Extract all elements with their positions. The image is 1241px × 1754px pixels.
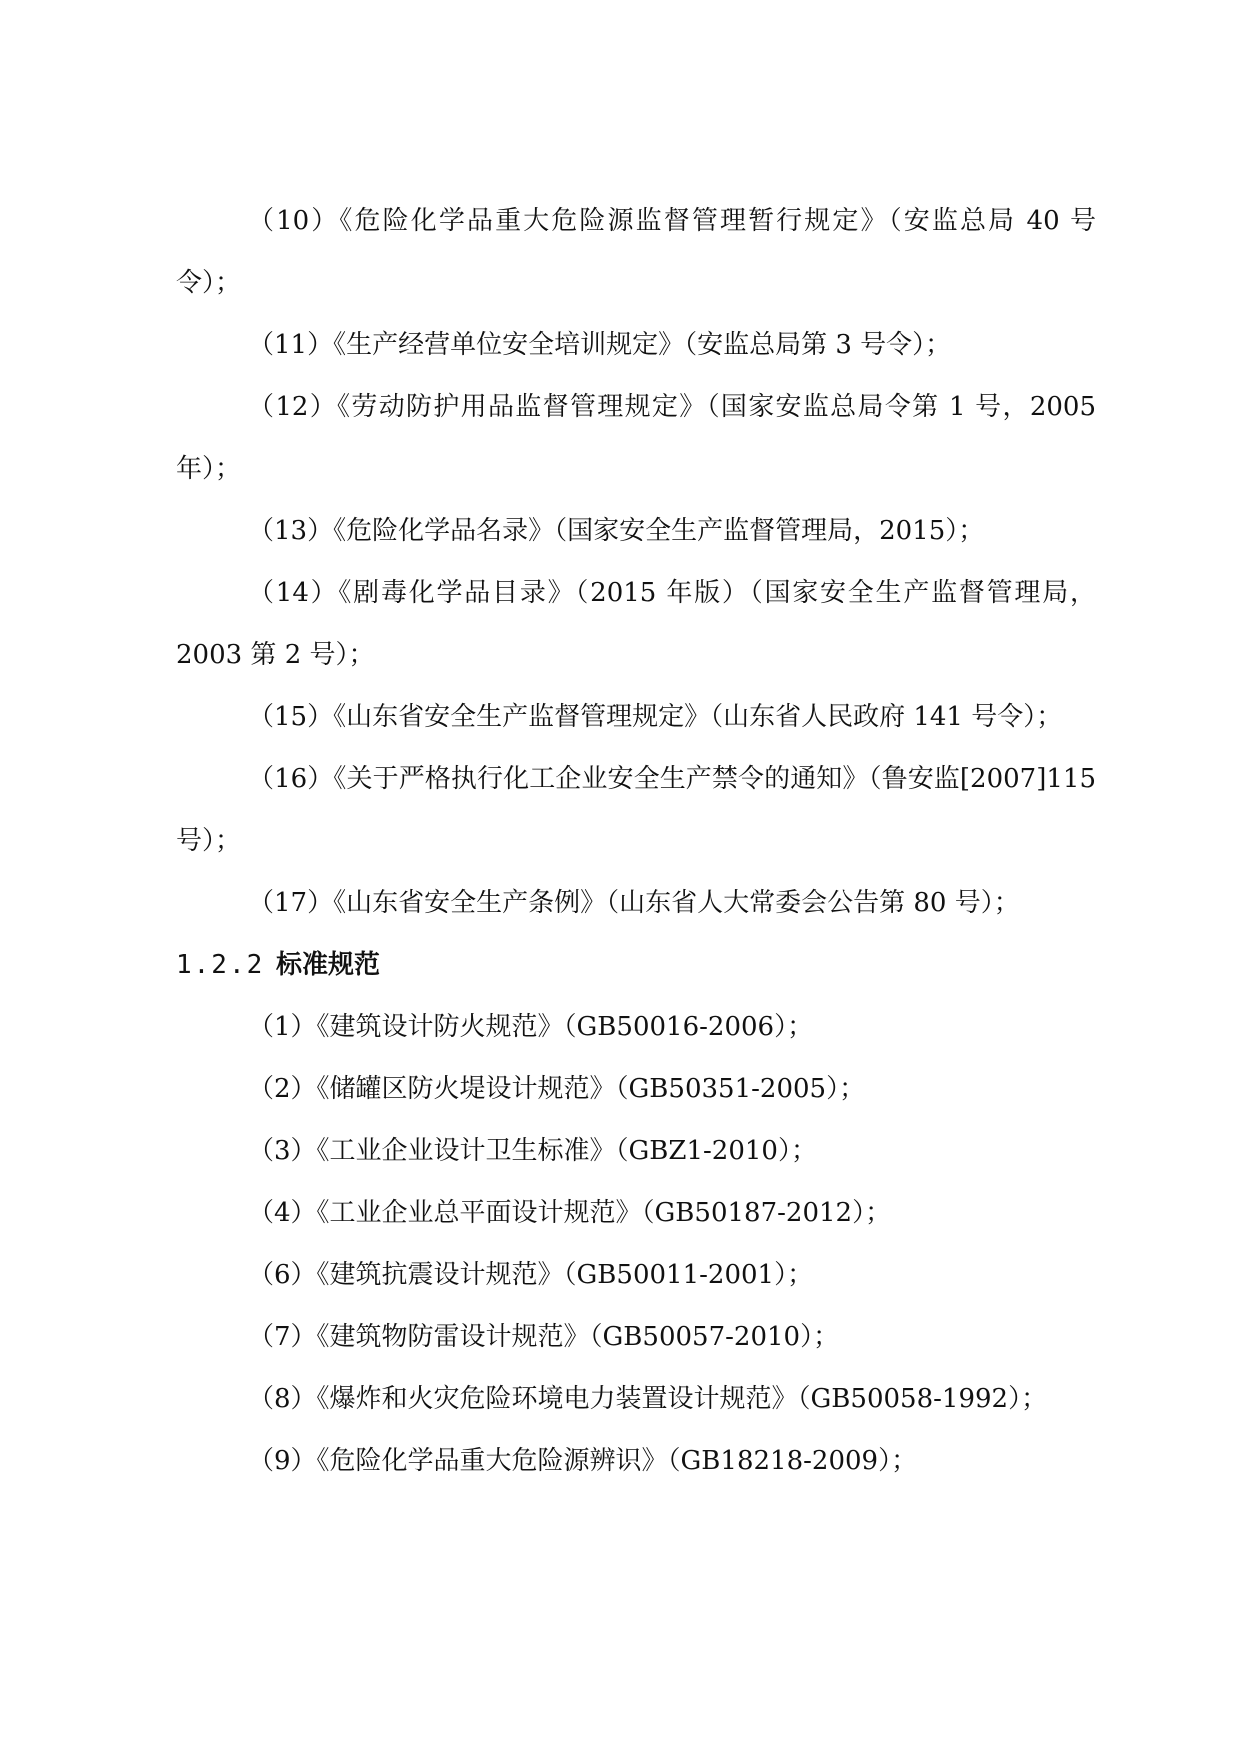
standard-item-7: （7）《建筑物防雷设计规范》（GB50057-2010）； <box>248 1322 840 1352</box>
section-heading <box>176 934 1096 996</box>
regulation-item-14: （14）《剧毒化学品目录》（2015 年版）（国家安全生产监督管理局，2003 第 2 号）； <box>176 578 1096 670</box>
regulation-item-17: （17）《山东省安全生产条例》（山东省人大常委会公告第 80 号）； <box>248 888 1020 918</box>
standard-item-2: （2）《储罐区防火堤设计规范》（GB50351-2005）； <box>248 1074 866 1104</box>
document-body <box>176 190 1096 1492</box>
regulation-item-15: （15）《山东省安全生产监督管理规定》（山东省人民政府 141 号令）； <box>248 702 1063 732</box>
standard-item-4: （4）《工业企业总平面设计规范》（GB50187-2012）； <box>248 1198 892 1228</box>
section-title: 标准规范 <box>276 950 381 980</box>
regulation-item-10: （10）《危险化学品重大危险源监督管理暂行规定》（安监总局 40 号令）； <box>176 206 1096 298</box>
standard-item-1: （1）《建筑设计防火规范》（GB50016-2006）； <box>248 1012 814 1042</box>
standard-item-9: （9）《危险化学品重大危险源辨识》（GB18218-2009）； <box>248 1446 918 1476</box>
standard-item-3: （3）《工业企业设计卫生标准》（GBZ1-2010）； <box>248 1136 817 1166</box>
regulation-item-13: （13）《危险化学品名录》（国家安全生产监督管理局，2015）； <box>248 516 985 546</box>
regulation-item-11: （11）《生产经营单位安全培训规定》（安监总局第 3 号令）； <box>248 330 952 360</box>
regulation-item-16: （16）《关于严格执行化工企业安全生产禁令的通知》（鲁安监[2007]115 号）； <box>176 764 1096 856</box>
section-number: 1.2.2 <box>176 950 265 980</box>
regulation-item-12: （12）《劳动防护用品监督管理规定》（国家安监总局令第 1 号，2005 年）； <box>176 392 1096 484</box>
standard-item-8: （8）《爆炸和火灾危险环境电力装置设计规范》（GB50058-1992）； <box>248 1384 1048 1414</box>
standard-item-6: （6）《建筑抗震设计规范》（GB50011-2001）； <box>248 1260 814 1290</box>
